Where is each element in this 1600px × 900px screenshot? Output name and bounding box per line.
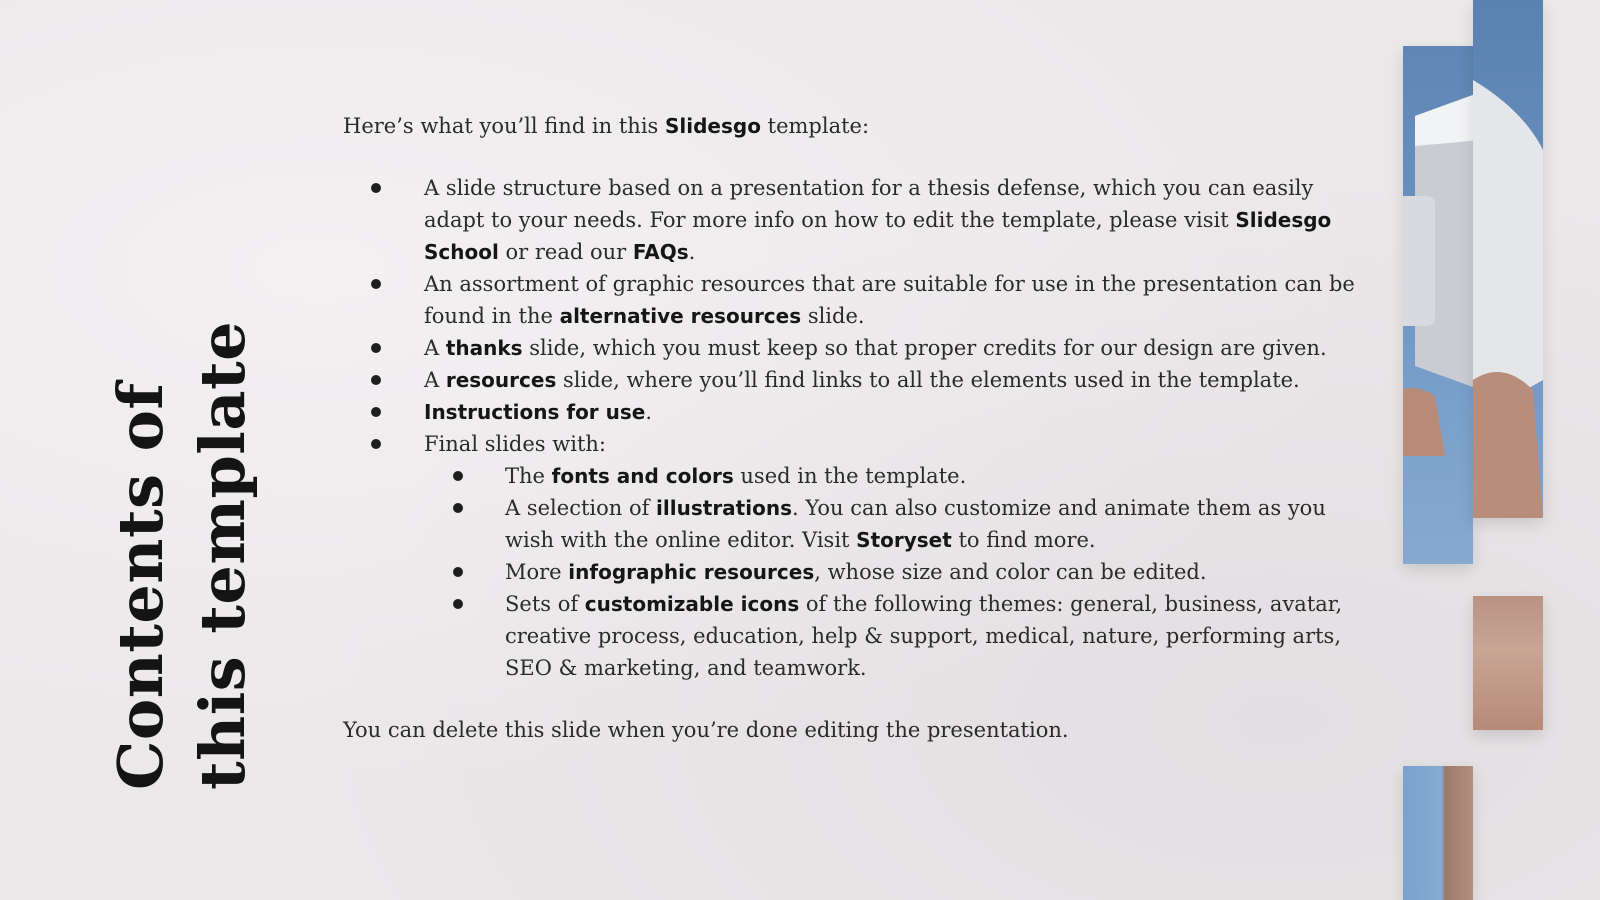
- item-bold: fonts and colors: [551, 464, 734, 488]
- list-item: [343, 428, 1363, 684]
- bullet-icon: [453, 599, 463, 609]
- item-text: An assortment of graphic resources that are suitable for use in the presentation can be found in the: [424, 272, 1355, 328]
- sub-list-item: [345, 460, 1363, 492]
- faqs-text: FAQs: [632, 240, 689, 264]
- sub-list: [424, 460, 1363, 684]
- item-text: slide, which you must keep so that proper credits for our design are given.: [522, 336, 1327, 360]
- list-item: [343, 364, 1363, 396]
- megaphone-photo-strip-right: [1473, 0, 1543, 518]
- intro-text: [343, 110, 1363, 142]
- item-bold: alternative resources: [559, 304, 802, 328]
- item-text: .: [645, 400, 653, 424]
- sub-list-item: [345, 492, 1363, 556]
- item-bold: thanks: [445, 336, 523, 360]
- megaphone-photo-strip: [1403, 46, 1473, 564]
- megaphone-icon: [1403, 76, 1473, 456]
- item-bold: Instructions for use: [424, 400, 646, 424]
- item-text: The: [505, 464, 552, 488]
- bullet-icon: [453, 567, 463, 577]
- bullet-icon: [371, 375, 381, 385]
- bullet-list: [343, 172, 1363, 684]
- item-text: .: [688, 240, 696, 264]
- megaphone-icon: [1473, 0, 1543, 518]
- item-text: Sets of: [505, 592, 585, 616]
- item-text: A slide structure based on a presentation for a thesis defense, which you can easily adapt to your needs. For more info on how to edit the template, please visit: [424, 176, 1314, 232]
- arm-photo-strip: [1473, 596, 1543, 730]
- bullet-icon: [371, 183, 381, 193]
- storyset-text: Storyset: [856, 528, 952, 552]
- intro-before: Here’s what you’ll find in this: [343, 114, 665, 138]
- outro-text: You can delete this slide when you’re done editing the presentation.: [343, 718, 1069, 742]
- item-text: or read our: [498, 240, 633, 264]
- sub-list-item: [345, 556, 1363, 588]
- item-text: A: [424, 336, 446, 360]
- item-bold: resources: [445, 368, 557, 392]
- item-text: More: [505, 560, 569, 584]
- item-text: of the following themes: general, business, avatar, creative process, education, help & support, medical, nature, performing arts, SEO & marketing, and teamwork.: [505, 592, 1343, 680]
- bullet-icon: [371, 343, 381, 353]
- item-text: . You can also customize and animate them as you wish with the online editor. Visit: [505, 496, 1326, 552]
- list-item: [343, 172, 1363, 268]
- bullet-icon: [453, 503, 463, 513]
- item-bold: infographic resources: [568, 560, 815, 584]
- content-body: [343, 110, 1363, 746]
- intro-bold: Slidesgo: [664, 114, 761, 138]
- bullet-icon: [371, 439, 381, 449]
- intro-after: template:: [760, 114, 870, 138]
- list-item: [343, 268, 1363, 332]
- list-item: [343, 332, 1363, 364]
- item-text: slide.: [801, 304, 865, 328]
- item-text: used in the template.: [733, 464, 967, 488]
- list-item: [343, 396, 1363, 428]
- item-text: Final slides with:: [424, 432, 606, 456]
- title-container: [100, 270, 270, 790]
- bullet-icon: [371, 407, 381, 417]
- item-text: to find more.: [951, 528, 1096, 552]
- slide-title: Contents of this template: [104, 320, 259, 790]
- bullet-icon: [371, 279, 381, 289]
- slidesgo-school-text: Slidesgo School: [424, 208, 1332, 264]
- bullet-icon: [453, 471, 463, 481]
- item-bold: customizable icons: [584, 592, 800, 616]
- item-text: slide, where you’ll find links to all the elements used in the template.: [556, 368, 1300, 392]
- item-text: A: [424, 368, 446, 392]
- item-bold: illustrations: [656, 496, 792, 520]
- item-text: , whose size and color can be edited.: [814, 560, 1207, 584]
- sub-list-item: [345, 588, 1363, 684]
- item-text: A selection of: [505, 496, 657, 520]
- arm-sky-photo-strip: [1403, 766, 1473, 900]
